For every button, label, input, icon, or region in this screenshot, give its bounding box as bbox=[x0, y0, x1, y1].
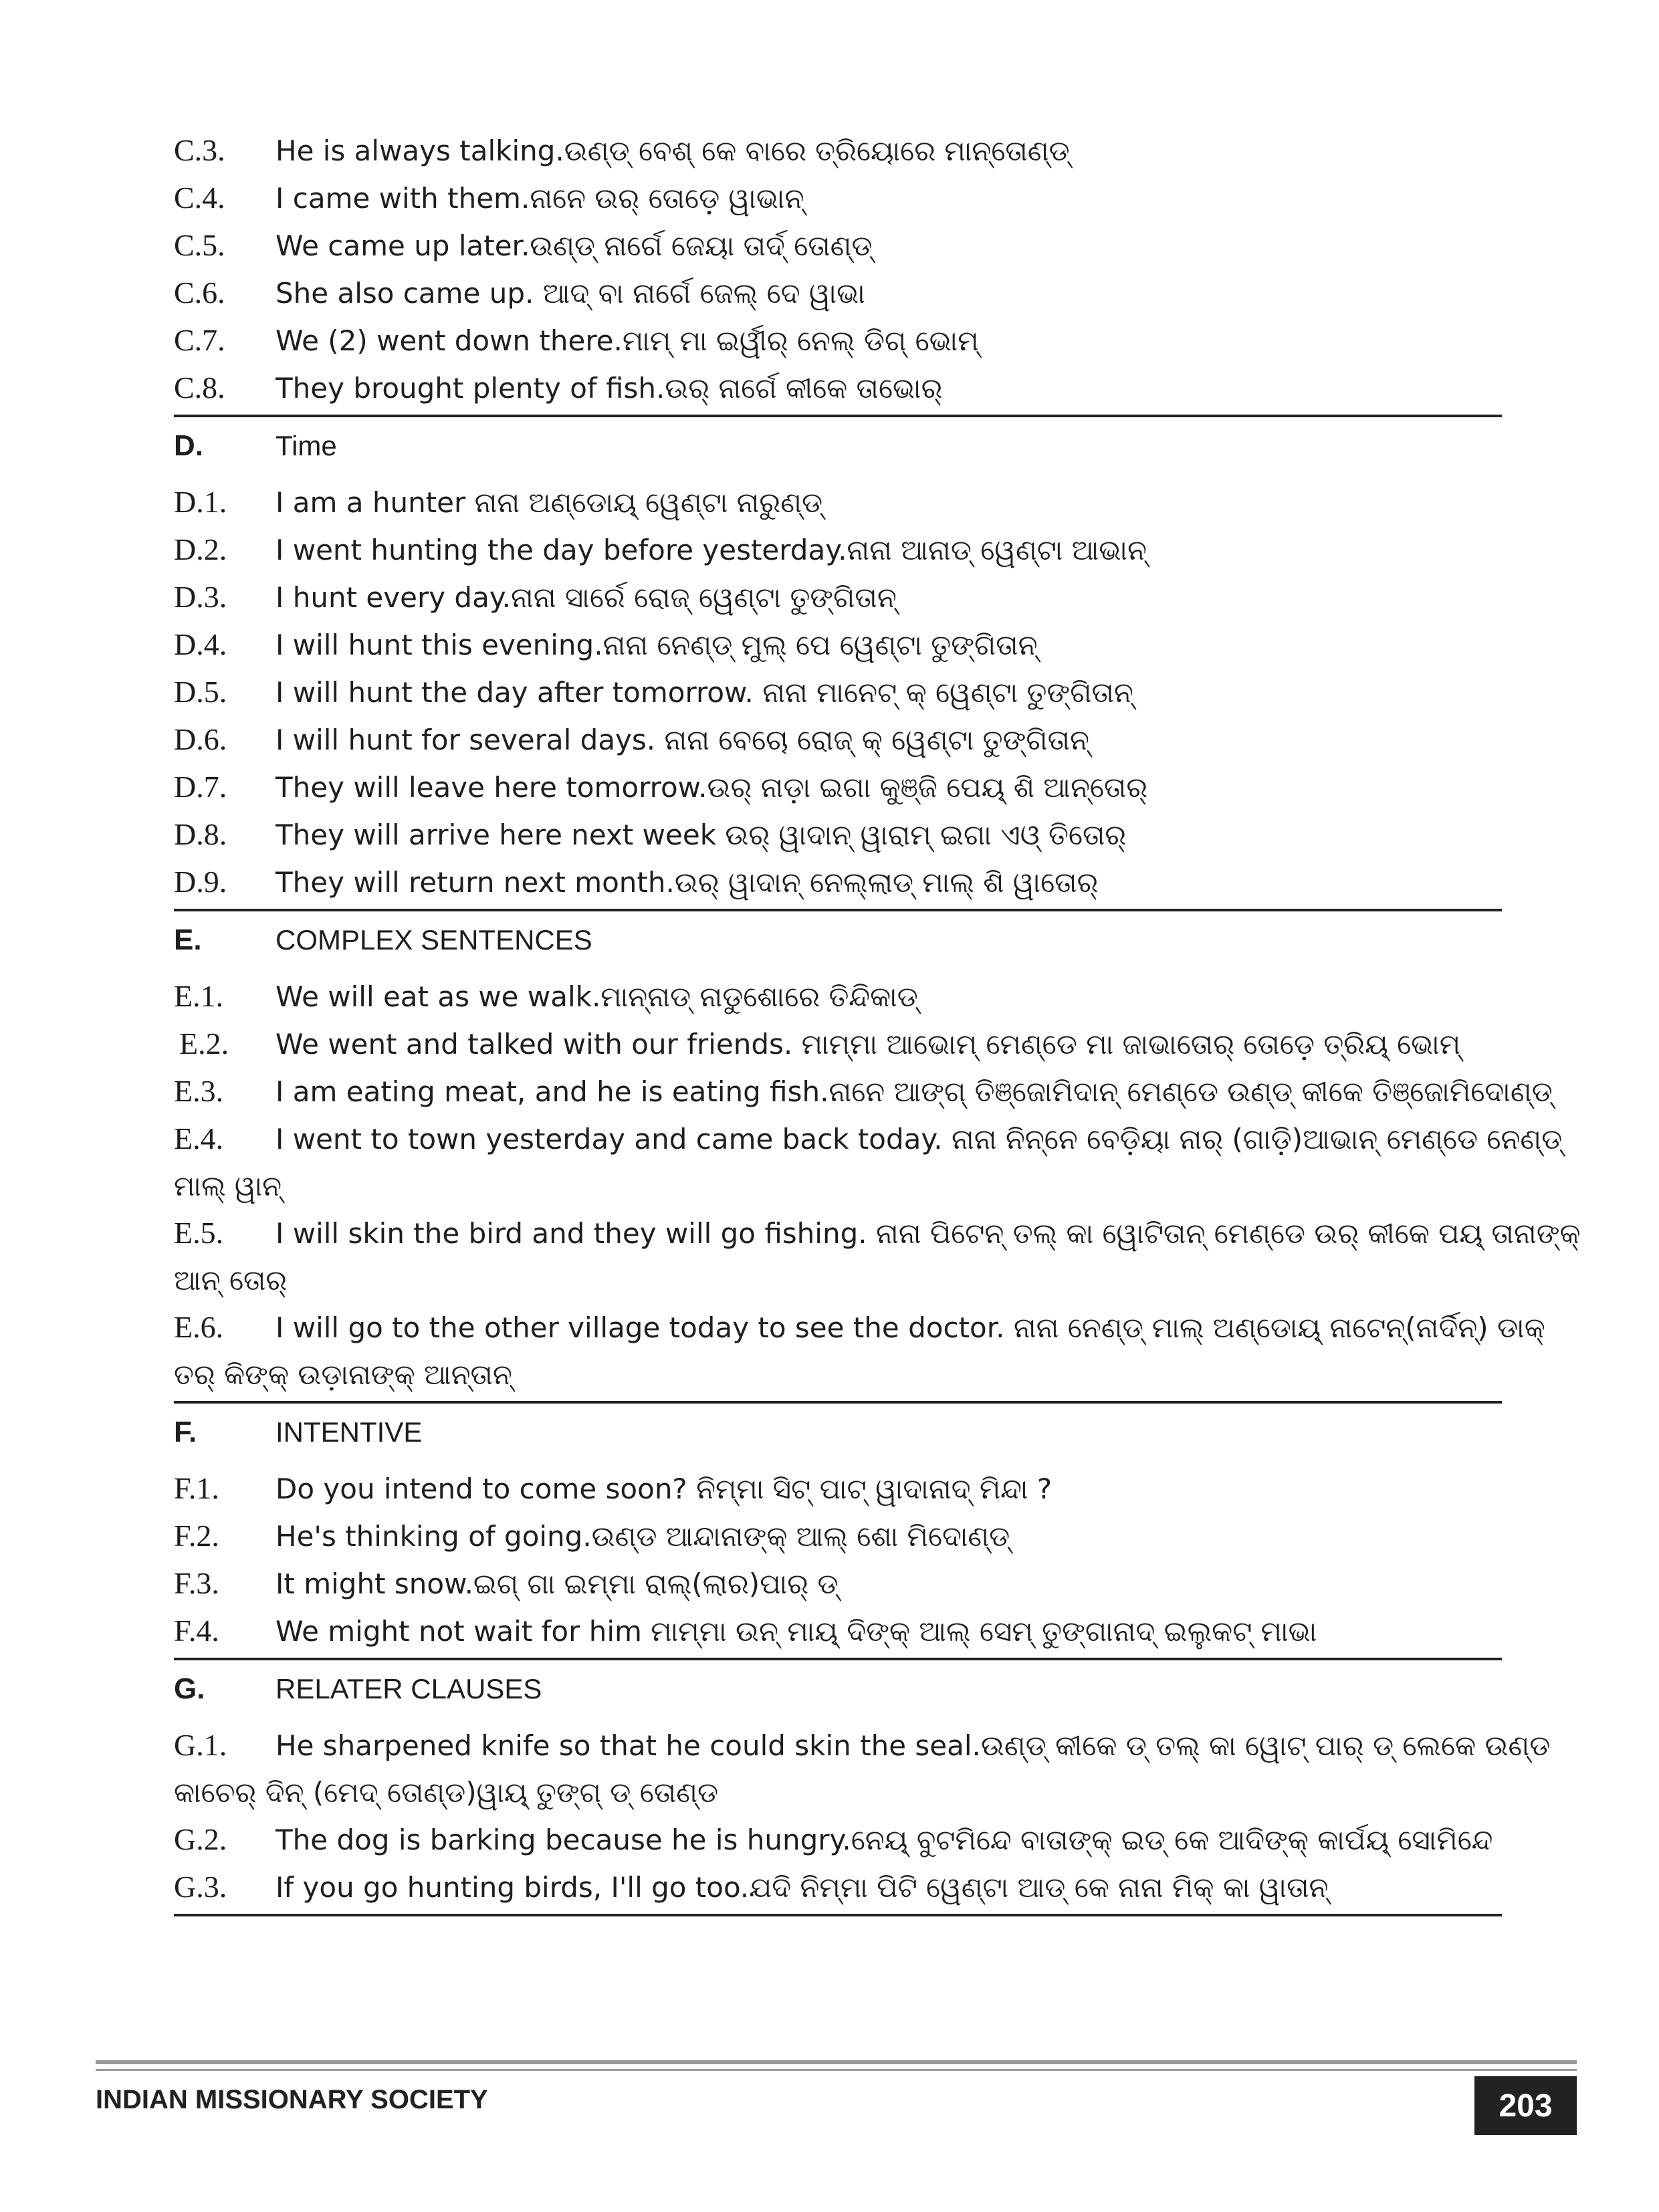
section-heading bbox=[174, 1409, 1502, 1456]
section-divider bbox=[174, 909, 1502, 911]
section-g bbox=[174, 1666, 1551, 1911]
item-number: D.6. bbox=[174, 722, 227, 756]
list-item bbox=[174, 526, 1502, 574]
list-item bbox=[174, 1465, 1502, 1513]
section-divider bbox=[174, 1658, 1502, 1660]
item-text: I will go to the other village today to see the doctor. ନାନା ନେଣ୍ଡ୍ ମାଲ୍ ଅଣ୍ଡୋୟ୍ ନାଟେନ୍(ନାର୍ଦିନ୍) ଡାକ୍ bbox=[275, 1311, 1545, 1344]
item-text: He is always talking.ଉଣ୍ଡ୍ ବେଶ୍ କେ ବାରେ ତ୍ରିୟୋରେ ମାନ୍ତୋଣ୍ଡ୍ bbox=[275, 134, 1070, 167]
item-number: D.2. bbox=[174, 532, 227, 566]
list-item bbox=[174, 127, 1502, 175]
section-heading bbox=[174, 1666, 1502, 1712]
list-item bbox=[174, 716, 1502, 764]
item-number: F.3. bbox=[174, 1566, 219, 1600]
list-item bbox=[174, 973, 1502, 1020]
section-heading bbox=[174, 423, 1502, 469]
item-text: They brought plenty of fish.ଉର୍ ନାର୍ଗେ କୀକେ ତାଭୋର୍ bbox=[275, 372, 943, 405]
item-number: F.4. bbox=[174, 1614, 219, 1648]
item-text: I will skin the bird and they will go fishing. ନାନା ପିଟେନ୍ ତଲ୍ କା ୱୋଟିତାନ୍ ମେଣ୍ଡେ ଉର୍ କୀକେ ପୟ୍ ତାନାଙ୍କ୍ bbox=[275, 1217, 1581, 1250]
item-number: D.5. bbox=[174, 675, 227, 709]
section-heading bbox=[174, 917, 1502, 964]
item-number: F.2. bbox=[174, 1519, 219, 1553]
item-text: I will hunt this evening.ନାନା ନେଣ୍ଡ୍ ମୁଲ୍ ପେ ୱେଣ୍ଟା ତୁଙ୍ଗିତାନ୍ bbox=[275, 629, 1038, 661]
page-number: 203 bbox=[1474, 2076, 1577, 2135]
item-number: E.1. bbox=[174, 979, 224, 1013]
item-number: G.1. bbox=[174, 1728, 227, 1762]
item-text: She also came up. ଆଦ୍ ବା ନାର୍ଗେ ଜେଲ୍ ଦେ ୱାଭା bbox=[275, 277, 865, 310]
item-text: They will leave here tomorrow.ଉର୍ ନାଡ଼ା ଇଗା କୁଞ୍ଜି ପେୟ୍ ଶି ଆନ୍ତୋର୍ bbox=[275, 771, 1148, 804]
item-text: I am eating meat, and he is eating fish.ନାନେ ଆଙ୍ଗ୍ ତିଞ୍ଜୋମିଦାନ୍ ମେଣ୍ଡେ ଉଣ୍ଡ୍ କୀକେ ତିଞ୍ଜୋମିଦୋଣ୍ଡ୍ bbox=[275, 1075, 1553, 1108]
footer-rule bbox=[96, 2060, 1577, 2064]
item-text: We will eat as we walk.ମାନ୍ନାଡ୍ ନାଡୁଶୋରେ ତିନ୍ଦିକାଡ୍ bbox=[275, 980, 918, 1013]
item-number: E.2. bbox=[179, 1026, 229, 1061]
item-text-continuation: ତର୍ କିଙ୍କ୍ ଉଡ଼ାନାଙ୍କ୍ ଆନ୍ତାନ୍ bbox=[174, 1358, 512, 1391]
item-number: C.8. bbox=[174, 370, 225, 405]
list-item bbox=[174, 859, 1502, 906]
item-number: C.5. bbox=[174, 228, 225, 262]
list-item bbox=[174, 222, 1502, 269]
item-number: E.3. bbox=[174, 1074, 224, 1108]
item-number: D.3. bbox=[174, 580, 227, 614]
list-item bbox=[174, 364, 1502, 412]
item-text: Do you intend to come soon? ନିମ୍ମା ସିଟ୍ ପାଟ୍ ୱାଦାନାଦ୍ ମିନ୍ଦା ? bbox=[275, 1472, 1053, 1505]
section-d bbox=[174, 423, 1502, 906]
item-number: D.4. bbox=[174, 627, 227, 661]
list-item bbox=[174, 269, 1502, 317]
item-text: I went hunting the day before yesterday.ନାନା ଆନାଡ୍ ୱେଣ୍ଟା ଆଭାନ୍ bbox=[275, 534, 1147, 566]
list-item bbox=[174, 1560, 1502, 1608]
item-text: It might snow.ଇଗ୍ ଗା ଇମ୍ମା ରାଲ୍(ଲାର)ପାର୍ ଡ୍ bbox=[275, 1567, 839, 1600]
item-number: D.1. bbox=[174, 485, 227, 519]
item-number: E.6. bbox=[174, 1310, 224, 1344]
item-number: D.8. bbox=[174, 817, 227, 851]
item-text: We came up later.ଉଣ୍ଡ୍ ନାର୍ଗେ ଜେୟା ତାର୍ଦ୍ ତୋଣ୍ଡ୍ bbox=[275, 229, 873, 262]
item-text: He sharpened knife so that he could skin the seal.ଉଣ୍ଡ୍ କୀକେ ଡ୍ ତଲ୍ କା ୱୋଟ୍ ପାର୍ ଡ୍ ଲେକେ ଉଣ୍ଡ bbox=[275, 1729, 1551, 1762]
item-number: D.9. bbox=[174, 865, 227, 899]
item-number: E.5. bbox=[174, 1216, 224, 1250]
list-item bbox=[174, 317, 1502, 364]
item-text: They will arrive here next week ଉର୍ ୱାଦାନ୍ ୱାରାମ୍ ଇଗା ଏଓ୍ ତିତୋର୍ bbox=[275, 818, 1127, 851]
footer-rule bbox=[96, 2069, 1577, 2071]
item-text: I went to town yesterday and came back today. ନାନା ନିନ୍ନେ ବେଡ଼ିୟା ନାର୍ (ଗାଡ଼ି)ଆଭାନ୍ ମେଣ୍ଡେ ନେଣ୍ଡ୍ bbox=[275, 1123, 1563, 1155]
item-number: C.7. bbox=[174, 323, 225, 357]
list-item bbox=[174, 1210, 1581, 1304]
list-item bbox=[174, 175, 1502, 222]
item-number: G.3. bbox=[174, 1870, 227, 1904]
section-divider bbox=[174, 415, 1502, 417]
section-divider bbox=[174, 1401, 1502, 1404]
section-title: RELATER CLAUSES bbox=[275, 1673, 542, 1704]
list-item bbox=[174, 1115, 1563, 1210]
list-item bbox=[174, 621, 1502, 669]
section-e bbox=[174, 917, 1581, 1398]
section-letter: D. bbox=[174, 429, 203, 462]
item-number: D.7. bbox=[174, 770, 227, 804]
item-text-continuation: କାଚେର୍ ଦିନ୍ (ମେଦ୍ ତୋଣ୍ଡ)ୱାୟ୍ ତୁଙ୍ଗ୍ ଡ୍ ତୋଣ୍ଡ bbox=[174, 1776, 719, 1809]
item-number: E.4. bbox=[174, 1121, 224, 1155]
list-item bbox=[174, 1608, 1502, 1655]
item-number: C.6. bbox=[174, 275, 225, 310]
item-text: I came with them.ନାନେ ଉର୍ ତୋଡ଼େ ୱାଭାନ୍ bbox=[275, 182, 804, 215]
section-letter: G. bbox=[174, 1672, 205, 1705]
list-item bbox=[174, 669, 1502, 716]
section-c bbox=[174, 127, 1502, 412]
section-title: Time bbox=[275, 430, 337, 461]
item-text: I will hunt for several days. ନାନା ବେଚୋ ରୋଜ୍ କ୍ ୱେଣ୍ଟା ତୁଙ୍ଗିତାନ୍ bbox=[275, 724, 1089, 756]
list-item bbox=[174, 479, 1502, 526]
section-letter: F. bbox=[174, 1416, 197, 1448]
item-text-continuation: ଆନ୍ ତୋର୍ bbox=[174, 1264, 288, 1297]
section-title: COMPLEX SENTENCES bbox=[275, 924, 592, 956]
section-letter: E. bbox=[174, 923, 202, 956]
item-number: G.2. bbox=[174, 1822, 227, 1856]
list-item bbox=[174, 1068, 1553, 1115]
item-number: C.3. bbox=[174, 133, 225, 167]
section-divider bbox=[174, 1914, 1502, 1916]
list-item bbox=[174, 1020, 1502, 1068]
item-text: I hunt every day.ନାନା ସାର୍ରେ ରୋଜ୍ ୱେଣ୍ଟା ତୁଙ୍ଗିତାନ୍ bbox=[275, 581, 897, 614]
item-text: I am a hunter ନାନା ଅଣ୍ଡୋୟ୍ ୱେଣ୍ଟା ନାରୁଣ୍ଡ୍ bbox=[275, 486, 823, 519]
section-f bbox=[174, 1409, 1502, 1655]
item-text: He's thinking of going.ଉଣ୍ଡ ଆନ୍ଦାନାଙ୍କ୍ ଆଲ୍ ଶୋ ମିଦୋଣ୍ଡ୍ bbox=[275, 1520, 1010, 1553]
list-item bbox=[174, 764, 1502, 811]
item-text: I will hunt the day after tomorrow. ନାନା ମାନେଟ୍ କ୍ ୱେଣ୍ଟା ତୁଙ୍ଗିତାନ୍ bbox=[275, 676, 1133, 709]
list-item bbox=[174, 1864, 1502, 1911]
item-text: The dog is barking because he is hungry.ନେୟ୍ ବୁଟମିନ୍ଦେ ବାତାଙ୍କ୍ ଇଡ୍ କେ ଆଦିଙ୍କ୍ କାର୍ପୟ୍ ସୋମିନ୍ଦେ bbox=[275, 1823, 1493, 1856]
document-body bbox=[174, 127, 1581, 1919]
item-text-continuation: ମାଲ୍ ୱାନ୍ bbox=[174, 1170, 282, 1202]
publisher-name: INDIAN MISSIONARY SOCIETY bbox=[96, 2085, 488, 2114]
list-item bbox=[174, 811, 1502, 859]
item-text: They will return next month.ଉର୍ ୱାଦାନ୍ ନେଲ୍ଲାଡ୍ ମାଲ୍ ଶି ୱାତୋର୍ bbox=[275, 866, 1099, 899]
item-number: C.4. bbox=[174, 181, 225, 215]
list-item bbox=[174, 1513, 1502, 1560]
list-item bbox=[174, 1722, 1551, 1816]
list-item bbox=[174, 1816, 1502, 1864]
section-title: INTENTIVE bbox=[275, 1416, 423, 1448]
item-text: We might not wait for him ମାମ୍ମା ଉନ୍ ମାୟ୍ ଦିଙ୍କ୍ ଆଲ୍ ସେମ୍ ତୁଙ୍ଗାନାଦ୍ ଇଲୁକଟ୍ ମାଭା bbox=[275, 1615, 1317, 1648]
item-text: We went and talked with our friends. ମାମ୍ମା ଆଭୋମ୍ ମେଣ୍ଡେ ମା ଜାଭାତୋର୍ ତୋଡ଼େ ତ୍ରିୟ୍ ଭୋମ୍ bbox=[275, 1028, 1461, 1061]
item-text: If you go hunting birds, I'll go too.ଯଦି ନିମ୍ମା ପିଟି ୱେଣ୍ଟା ଆଡ୍ କେ ନାନା ମିକ୍ କା ୱାତାନ୍ bbox=[275, 1871, 1329, 1904]
list-item bbox=[174, 1304, 1545, 1398]
list-item bbox=[174, 574, 1502, 621]
item-number: F.1. bbox=[174, 1471, 219, 1505]
item-text: We (2) went down there.ମାମ୍ ମା ଇର୍ୱୀର୍ ନେଲ୍ ଡିଗ୍ ଭୋମ୍ bbox=[275, 324, 979, 357]
